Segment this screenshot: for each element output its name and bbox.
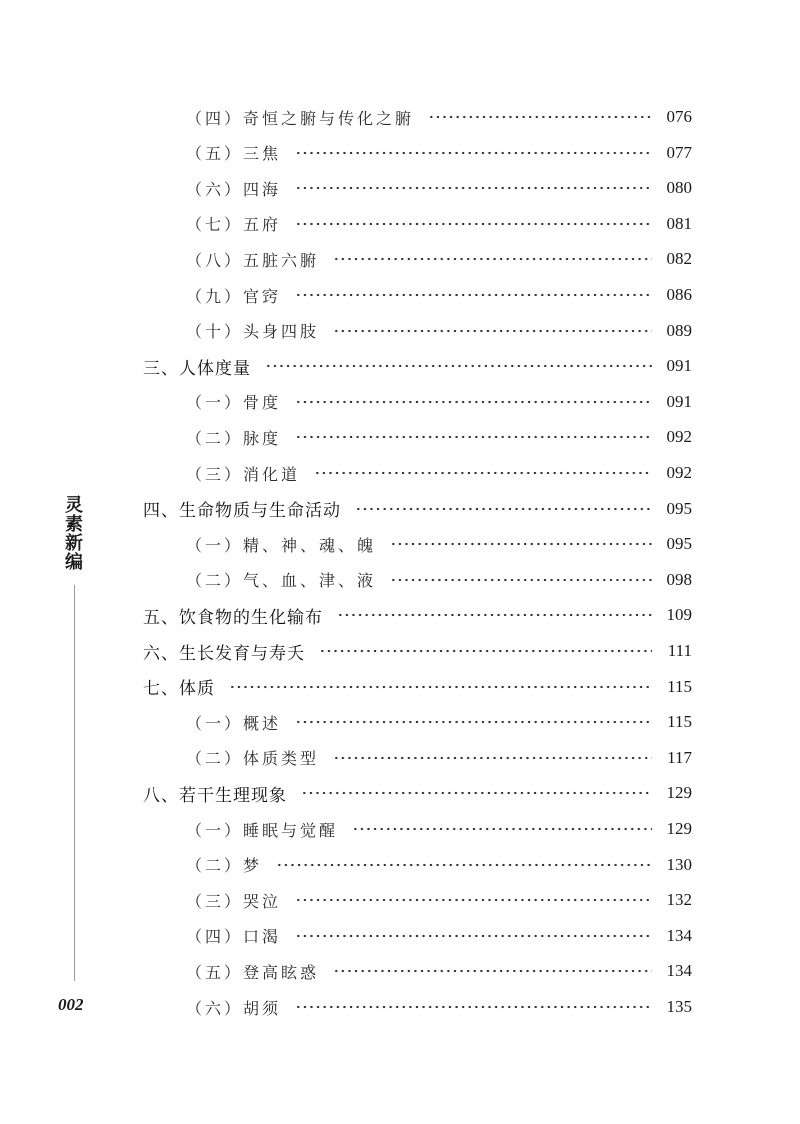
toc-entry[interactable] — [186, 743, 692, 773]
dot-leader — [295, 290, 652, 300]
toc-entry-page: 111 — [667, 641, 692, 660]
dot-leader — [295, 432, 652, 442]
toc-entry[interactable] — [186, 316, 692, 346]
dot-leader — [295, 183, 652, 193]
toc-entry-page: 091 — [666, 391, 692, 411]
toc-entry[interactable] — [186, 850, 692, 880]
dot-leader — [295, 895, 652, 905]
toc-entry-title: （十）头身四肢 — [186, 322, 320, 342]
dot-leader — [428, 112, 652, 122]
toc-entry-page: 092 — [666, 427, 692, 447]
dot-leader — [352, 824, 652, 834]
dot-leader — [333, 326, 652, 336]
toc-entry-title: 六、生长发育与寿夭 — [143, 643, 305, 664]
dot-leader — [337, 610, 652, 620]
toc-entry-title: （四）口渴 — [186, 927, 282, 947]
toc-entry-page: 117 — [667, 747, 692, 767]
toc-entry-title: （二）脉度 — [186, 428, 282, 448]
toc-entry[interactable] — [143, 494, 692, 524]
toc-entry-title: （九）官窍 — [186, 286, 282, 306]
dot-leader — [301, 788, 652, 798]
toc-entry-title: 八、若干生理现象 — [143, 785, 287, 806]
dot-leader — [295, 219, 652, 229]
toc-entry-title: （八）五脏六腑 — [186, 250, 320, 270]
toc-entry[interactable] — [186, 280, 692, 310]
toc-entry-page: 132 — [666, 890, 692, 910]
toc-entry-page: 082 — [666, 249, 692, 269]
toc-entry-page: 115 — [667, 712, 692, 732]
toc-entry-page: 129 — [666, 783, 692, 803]
toc-entry-title: （一）精、神、魂、魄 — [186, 535, 377, 555]
toc-entry-page: 095 — [666, 534, 692, 554]
toc-entry-page: 086 — [666, 285, 692, 304]
toc-entry-page: 091 — [666, 356, 692, 376]
book-title: 灵素新编 — [62, 495, 83, 571]
dot-leader — [295, 148, 652, 158]
toc-entry-page: 134 — [666, 961, 692, 981]
toc-entry[interactable] — [186, 992, 692, 1022]
toc-entry[interactable] — [186, 209, 692, 239]
toc-entry-page: 135 — [666, 997, 692, 1016]
toc-entry-title: （六）胡须 — [186, 998, 282, 1018]
toc-entry[interactable] — [186, 422, 692, 452]
toc-entry[interactable] — [186, 173, 692, 203]
toc-entry[interactable] — [186, 707, 692, 737]
toc-entry-page: 092 — [666, 463, 692, 482]
toc-entry-page: 080 — [666, 178, 692, 198]
toc-entry-page: 115 — [667, 676, 692, 696]
dot-leader — [265, 361, 652, 371]
toc-entry-page: 081 — [666, 213, 692, 233]
toc-entry-title: （二）体质类型 — [186, 749, 320, 769]
toc-entry[interactable] — [186, 102, 692, 132]
dot-leader — [333, 966, 652, 976]
toc-entry[interactable] — [186, 244, 692, 274]
toc-entry-page: 130 — [666, 854, 692, 874]
toc-entry-title: 三、人体度量 — [143, 358, 251, 379]
dot-leader — [314, 468, 652, 478]
toc-entry[interactable] — [143, 672, 692, 702]
toc-entry-page: 134 — [666, 925, 692, 945]
toc-entry-title: （一）骨度 — [186, 393, 282, 413]
toc-entry-title: （三）消化道 — [186, 464, 301, 484]
toc-entry[interactable] — [186, 814, 692, 844]
toc-entry-page: 098 — [666, 569, 692, 589]
toc-entry-title: 五、饮食物的生化输布 — [143, 607, 323, 628]
dot-leader — [333, 254, 652, 264]
dot-leader — [276, 860, 652, 870]
dot-leader — [295, 717, 652, 727]
toc-entry-page: 095 — [666, 498, 692, 518]
dot-leader — [295, 931, 652, 941]
dot-leader — [295, 397, 652, 407]
toc-entry-title: （五）登高眩惑 — [186, 962, 320, 982]
toc-entry[interactable] — [186, 529, 692, 559]
dot-leader — [355, 504, 652, 514]
toc-entry-title: （二）梦 — [186, 856, 263, 876]
toc-entry[interactable] — [186, 885, 692, 915]
toc-entry[interactable] — [186, 387, 692, 417]
toc-entry[interactable] — [186, 565, 692, 595]
side-divider — [74, 585, 75, 981]
toc-entry[interactable] — [143, 600, 692, 630]
toc-entry[interactable] — [143, 778, 692, 808]
toc-entry-title: 七、体质 — [143, 679, 215, 700]
toc-entry-title: 四、生命物质与生命活动 — [143, 501, 341, 522]
dot-leader — [333, 753, 652, 763]
toc-entry[interactable] — [186, 956, 692, 986]
toc-entry-page: 109 — [666, 605, 692, 625]
toc-entry-title: （四）奇恒之腑与传化之腑 — [186, 108, 415, 128]
toc-entry-title: （二）气、血、津、液 — [186, 571, 377, 591]
toc-entry-page: 077 — [666, 142, 692, 162]
toc-entry-page: 089 — [666, 320, 692, 340]
toc-entry[interactable] — [143, 351, 692, 381]
dot-leader — [390, 575, 652, 585]
toc-entry-title: （一）睡眠与觉醒 — [186, 820, 339, 840]
dot-leader — [229, 682, 652, 692]
toc-entry-page: 129 — [666, 819, 692, 838]
page-number: 002 — [58, 995, 84, 1014]
toc-entry-title: （六）四海 — [186, 179, 282, 199]
dot-leader — [295, 1002, 652, 1012]
toc-entry-title: （一）概述 — [186, 713, 282, 733]
dot-leader — [319, 646, 652, 656]
toc-entry-title: （七）五府 — [186, 215, 282, 235]
toc-entry[interactable] — [186, 458, 692, 488]
toc-entry-title: （三）哭泣 — [186, 891, 282, 911]
toc-entry[interactable] — [143, 636, 692, 666]
toc-entry[interactable] — [186, 138, 692, 168]
toc-entry[interactable] — [186, 921, 692, 951]
toc-entry-title: （五）三焦 — [186, 144, 282, 164]
toc-entry-page: 076 — [666, 107, 692, 126]
dot-leader — [390, 539, 652, 549]
